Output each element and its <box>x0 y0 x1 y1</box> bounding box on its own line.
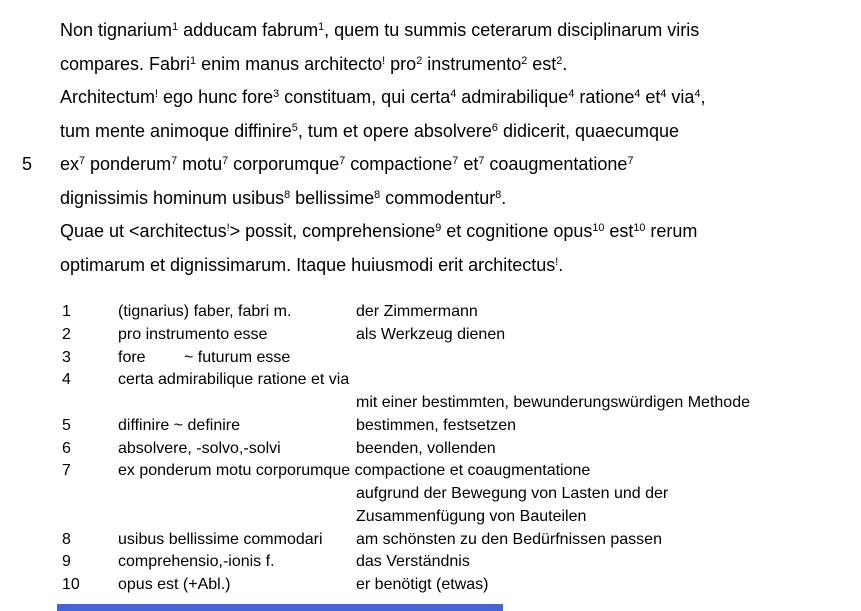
vocab-number: 9 <box>62 553 71 571</box>
verse-line-number: 5 <box>22 154 33 174</box>
footnote-marker: 4 <box>568 88 575 101</box>
vocab-line <box>62 460 852 483</box>
vocab-latin-term: diffinire ~ definire <box>118 416 240 434</box>
vocab-line <box>62 551 852 574</box>
footnote-marker: 7 <box>627 155 634 168</box>
latin-text-line: Non tignarium$^1$ adducam fabrum$^1$, quem tu summis ceterarum disciplinarum viris <box>60 20 700 40</box>
latin-text-line: Quae ut <architectus!> possit, comprehensione$^9$ et cognitione opus$^{10}$ est$^{10}$ rerum <box>60 221 698 241</box>
vocab-latin-term: comprehensio,-ionis f. <box>118 553 275 571</box>
footnote-marker: 4 <box>450 88 457 101</box>
vocabulary-list <box>62 301 852 597</box>
footnote-marker: ! <box>382 54 386 67</box>
vocab-line <box>62 506 852 529</box>
vocab-line <box>62 529 852 552</box>
footnote-marker: 8 <box>374 188 381 201</box>
vocab-german-translation: beenden, vollenden <box>356 439 496 457</box>
latin-text-line: compares. Fabri$^1$ enim manus architecto! pro$^2$ instrumento$^2$ est$^2$. <box>60 53 568 74</box>
footnote-marker: 2 <box>521 54 528 67</box>
vocab-number: 2 <box>62 325 71 343</box>
footnote-marker: ! <box>226 222 230 235</box>
footnote-marker: 10 <box>592 222 605 235</box>
vocab-number: 6 <box>62 439 71 457</box>
vocab-number: 10 <box>62 576 80 593</box>
footnote-marker: 8 <box>284 188 291 201</box>
vocab-german-translation: er benötigt (etwas) <box>356 576 489 593</box>
bottom-blue-bar <box>57 604 503 611</box>
vocab-number: 5 <box>62 416 71 434</box>
vocab-latin-alt: ~ futurum esse <box>184 348 291 366</box>
vocab-number: 7 <box>62 462 71 480</box>
footnote-marker: 7 <box>452 155 459 168</box>
footnote-marker: 6 <box>491 121 498 134</box>
footnote-marker: 7 <box>222 155 229 168</box>
vocab-line <box>62 301 852 324</box>
footnote-marker: 8 <box>495 188 502 201</box>
vocab-line <box>62 392 852 415</box>
latin-text-line: ex$^7$ ponderum$^7$ motu$^7$ corporumque$^7$ compactione$^7$ et$^7$ coaugmentatione$^7$ <box>60 154 634 174</box>
vocab-german-translation: Zusammenfügung von Bauteilen <box>356 507 587 525</box>
footnote-marker: 4 <box>660 88 667 101</box>
footnote-marker: 1 <box>172 21 179 34</box>
vocab-latin-term: (tignarius) faber, fabri m. <box>118 303 292 320</box>
latin-text-line: optimarum et dignissimarum. Itaque huiusmodi erit architectus!. <box>60 254 564 275</box>
vocab-latin-term: ex ponderum motu corporumque compactione et coaugmentatione <box>118 462 591 480</box>
footnote-marker: 2 <box>416 54 423 67</box>
vocab-german-translation: der Zimmermann <box>356 303 478 320</box>
latin-text-line: Architectum! ego hunc fore$^3$ constituam, qui certa$^4$ admirabilique$^4$ ratione$^4$ et$^4$ via$^4$, <box>60 87 706 107</box>
footnote-marker: 5 <box>291 121 298 134</box>
footnote-marker: 7 <box>171 155 178 168</box>
vocab-line <box>62 369 852 392</box>
vocab-german-translation: bestimmen, festsetzen <box>356 416 517 434</box>
vocab-german-translation: am schönsten zu den Bedürfnissen passen <box>356 530 662 548</box>
vocab-line <box>62 438 852 461</box>
vocab-latin-term: usibus bellissime commodari <box>118 530 323 548</box>
footnote-marker: 7 <box>339 155 346 168</box>
latin-text-block <box>60 14 851 282</box>
vocab-number: 8 <box>62 530 71 548</box>
vocab-line <box>62 574 852 597</box>
vocab-german-translation: als Werkzeug dienen <box>356 325 506 343</box>
footnote-marker: 3 <box>273 88 280 101</box>
footnote-marker: 1 <box>190 54 197 67</box>
footnote-marker: ! <box>155 88 159 101</box>
vocab-number: 3 <box>62 348 71 366</box>
vocab-line <box>62 483 852 506</box>
vocab-latin-term: absolvere, -solvo,-solvi <box>118 439 281 457</box>
vocab-number: 4 <box>62 371 71 389</box>
footnote-marker: 10 <box>633 222 646 235</box>
footnote-marker: 7 <box>478 155 485 168</box>
footnote-marker: 4 <box>634 88 641 101</box>
latin-text-line: tum mente animoque diffinire$^5$, tum et opere absolvere$^6$ didicerit, quaecumque <box>60 120 680 141</box>
vocab-german-translation: aufgrund der Bewegung von Lasten und der <box>356 485 669 502</box>
vocab-line <box>62 324 852 347</box>
footnote-marker: 1 <box>318 21 325 34</box>
vocab-latin-term: fore <box>118 348 146 366</box>
vocab-latin-term: pro instrumento esse <box>118 325 268 343</box>
footnote-marker: 2 <box>556 54 563 67</box>
footnote-marker: 7 <box>79 155 86 168</box>
footnote-marker: ! <box>555 255 559 268</box>
vocab-line <box>62 347 852 370</box>
vocab-german-translation: mit einer bestimmten, bewunderungswürdigen Methode <box>356 394 750 411</box>
vocab-latin-term: opus est (+Abl.) <box>118 576 231 593</box>
vocab-german-translation: das Verständnis <box>356 553 470 571</box>
footnote-marker: 9 <box>435 222 442 235</box>
vocab-latin-term: certa admirabilique ratione et via <box>118 371 350 389</box>
footnote-marker: 4 <box>694 88 701 101</box>
vocab-line <box>62 415 852 438</box>
vocab-number: 1 <box>62 303 71 320</box>
latin-text-line: dignissimis hominum usibus$^8$ bellissime$^8$ commodentur$^8$. <box>60 187 507 208</box>
